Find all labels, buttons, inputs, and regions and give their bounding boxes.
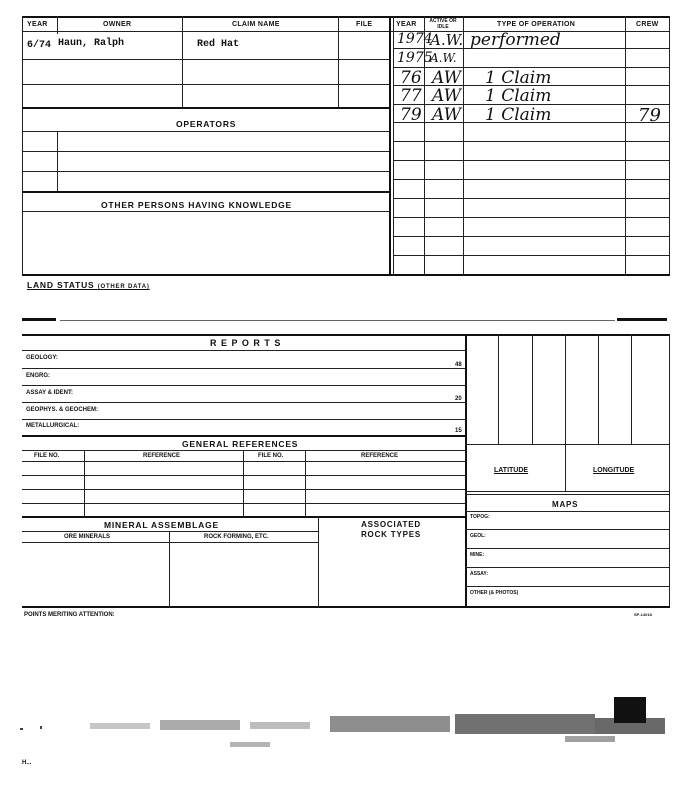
activity-crew-5: 79 (638, 105, 661, 126)
report-line-2 (22, 385, 465, 386)
operators-line-4 (22, 191, 389, 193)
latitude-label: LATITUDE (494, 467, 529, 474)
activity-status-2: A.W. (430, 51, 457, 65)
ref-col-file-no2: FILE NO. (258, 453, 284, 459)
owner-col-line (182, 16, 183, 108)
col-file-header: FILE (356, 21, 373, 28)
report-num-assay: 20 (455, 396, 462, 402)
activity-operation-4: 1 Claim (485, 86, 552, 106)
maps-geol: GEOL: (470, 533, 486, 539)
activity-operation-5: 1 Claim (485, 105, 552, 125)
ref-row-line-1 (22, 475, 465, 476)
activity-status-1: A.W. (430, 31, 464, 49)
header-bottom-line (22, 31, 670, 32)
land-status-line (60, 320, 615, 321)
maps-line-3 (465, 567, 669, 568)
ref-col-reference: REFERENCE (143, 453, 181, 459)
top-border (22, 16, 670, 18)
grid-right-edge (669, 334, 670, 606)
land-status-sublabel: (OTHER DATA) (97, 284, 150, 290)
reports-right-divider (465, 334, 467, 606)
left-smudge (22, 318, 56, 321)
activity-row-line-9 (393, 198, 669, 199)
activity-year-4: 77 (400, 86, 422, 106)
ref-row-line-2 (22, 489, 465, 490)
ref-col-line-2 (243, 450, 244, 516)
center-divider-inner (393, 16, 394, 276)
right-edge-line (669, 16, 670, 274)
general-references-heading: GENERAL REFERENCES (182, 439, 299, 449)
maps-assay: ASSAY: (470, 571, 489, 577)
ore-minerals-header: ORE MINERALS (64, 534, 111, 540)
activity-status-3: AW (432, 68, 462, 88)
report-label-assay: ASSAY & IDENT: (26, 390, 74, 396)
operators-line-1 (22, 131, 389, 132)
longitude-label: LONGITUDE (593, 467, 635, 474)
activity-row-line-10 (393, 217, 669, 218)
report-label-geology: GEOLOGY: (26, 355, 58, 361)
mineral-bottom-line (22, 606, 670, 608)
owner-row-line-3 (22, 107, 389, 109)
report-label-geophys: GEOPHYS. & GEOCHEM: (26, 407, 99, 413)
activity-operation-3: 1 Claim (485, 68, 552, 88)
ref-col-reference2: REFERENCE (361, 453, 399, 459)
col-year-header: YEAR (27, 21, 48, 28)
center-divider (389, 16, 391, 276)
left-edge-line (22, 16, 23, 274)
activity-year-5: 79 (400, 105, 422, 125)
grid-col-2 (532, 334, 533, 444)
right-smudge (617, 318, 667, 321)
other-persons-line (22, 211, 389, 212)
grid-col-4 (598, 334, 599, 444)
year-col-line (57, 16, 58, 34)
maps-line-1 (465, 529, 669, 530)
maps-heading: MAPS (552, 500, 579, 509)
activity-year-1: 1974 (397, 31, 433, 47)
report-line-1 (22, 368, 465, 369)
reports-top-border (22, 334, 670, 336)
claim-name-value: Red Hat (197, 39, 240, 50)
corner-blot (614, 697, 646, 723)
activity-row-line-6 (393, 141, 669, 142)
report-line-5 (22, 435, 465, 437)
activity-year-2: 1975 (397, 50, 433, 66)
activity-year-3: 76 (400, 68, 422, 88)
maps-topog: TOPOG: (470, 514, 490, 520)
maps-mine: MINE: (470, 552, 485, 558)
operators-col-line (57, 131, 58, 191)
report-num-geology: 48 (455, 362, 462, 368)
operators-heading: OPERATORS (176, 119, 237, 129)
other-persons-heading: OTHER PERSONS HAVING KNOWLEDGE (101, 200, 293, 210)
col-claim-name-header: CLAIM NAME (232, 21, 280, 28)
report-label-metallurgical: METALLURGICAL: (26, 423, 80, 429)
footer-mark: H... (22, 760, 32, 766)
activity-row-line-11 (393, 236, 669, 237)
grid-col-3 (565, 334, 566, 491)
ref-col-file-no: FILE NO. (34, 453, 60, 459)
maps-other: OTHER (& PHOTOS) (470, 590, 519, 596)
owner-year-value: 6/74 (27, 40, 52, 51)
owner-row-line-1 (22, 59, 389, 60)
owner-name-value: Haun, Ralph (58, 38, 125, 49)
reports-heading: R E P O R T S (210, 338, 282, 348)
activity-row-line-12 (393, 255, 669, 256)
mineral-subheader-line (22, 542, 318, 543)
report-line-4 (22, 419, 465, 420)
coords-bottom-line (465, 491, 669, 492)
associated-rock-types-heading: ASSOCIATED ROCK TYPES (360, 520, 421, 539)
maps-heading-line (465, 511, 669, 512)
operators-line-2 (22, 151, 389, 152)
activity-status-5: AW (432, 105, 462, 125)
mineral-col-line (169, 531, 170, 606)
ref-col-line-3 (305, 450, 306, 516)
grid-mid-line (465, 444, 669, 445)
upper-section-bottom (22, 274, 670, 276)
claim-col-line (338, 16, 339, 108)
maps-line-2 (465, 548, 669, 549)
ref-row-line-3 (22, 503, 465, 504)
operators-line-3 (22, 171, 389, 172)
mineral-heading-line (22, 531, 318, 532)
report-label-engrg: ENGRG: (26, 373, 50, 379)
activity-status-4: AW (432, 86, 462, 106)
col-year2-header: YEAR (396, 21, 417, 28)
reports-heading-line (22, 350, 465, 351)
scan-noise-band (0, 698, 678, 758)
maps-line-4 (465, 586, 669, 587)
report-line-3 (22, 402, 465, 403)
col-active-idle-header: ACTIVE OR IDLE (429, 18, 457, 30)
rock-forming-header: ROCK FORMING, ETC. (204, 534, 269, 540)
activity-row-line-7 (393, 160, 669, 161)
ref-col-line-1 (84, 450, 85, 516)
grid-col-1 (498, 334, 499, 444)
owner-row-line-2 (22, 84, 389, 85)
report-num-metallurgical: 15 (455, 428, 462, 434)
grid-col-5 (631, 334, 632, 444)
form-code: SP-14018 (634, 612, 652, 617)
mineral-assemblage-heading: MINERAL ASSEMBLAGE (104, 520, 219, 530)
mineral-divider (318, 516, 319, 606)
land-status-label: LAND STATUS (27, 280, 95, 290)
land-status-heading (27, 280, 150, 290)
points-meriting-attention-label: POINTS MERITING ATTENTION: (24, 612, 115, 618)
activity-operation-1: performed (470, 30, 561, 50)
coords-bottom-line-2 (465, 494, 669, 495)
col-owner-header: OWNER (103, 21, 132, 28)
activity-row-line-8 (393, 179, 669, 180)
col-crew-header: CREW (636, 21, 659, 28)
ref-row-line-4 (22, 516, 465, 518)
col-operation-header: TYPE OF OPERATION (497, 21, 576, 28)
